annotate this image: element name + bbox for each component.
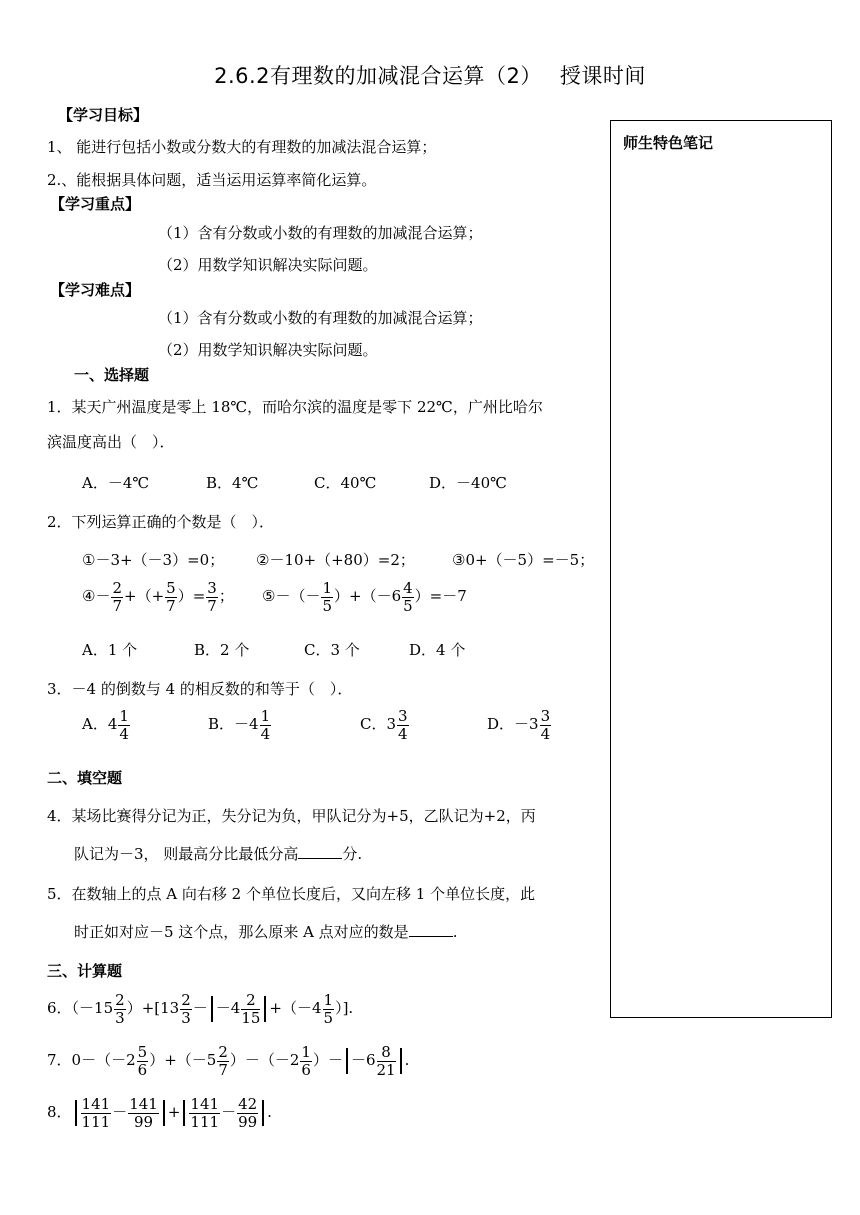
difficulties-heading: 【学习难点】 [50, 281, 141, 299]
q3-stem: 3．－4 的倒数与 4 的相反数的和等于（ ）． [47, 680, 353, 698]
q2-expr2: ②－10+（+80）=2； [256, 551, 415, 569]
section2-heading: 二、填空题 [47, 769, 123, 787]
difficulty-item: （1）含有分数或小数的有理数的加减混合运算； [158, 309, 483, 327]
title-main: 2.6.2有理数的加减混合运算（2） [214, 64, 542, 88]
q3-option-b: B．－4 $\frac{1}{4}$ [208, 707, 271, 743]
q1-line2: 滨温度高出（ ）． [47, 433, 175, 451]
abs-bar [264, 996, 266, 1022]
key-point-item: （1）含有分数或小数的有理数的加减混合运算； [158, 224, 483, 242]
abs-bar [183, 1100, 185, 1126]
q2-expr3: ③0+（－5）=－5； [452, 551, 595, 569]
fraction: $\frac{1}{4}$ [119, 707, 129, 743]
q3-option-d: D．－3 $\frac{3}{4}$ [487, 707, 551, 743]
notes-box [610, 120, 832, 1018]
q1-option-b: B．4℃ [206, 474, 259, 492]
q2-e4-pre: ④－ [82, 587, 111, 605]
fraction: $\frac{1}{4}$ [260, 707, 271, 743]
q4-line1: 4．某场比赛得分记为正，失分记为负，甲队记分为+5，乙队记为+2，丙 [47, 807, 536, 825]
objective-item: 2.、能根据具体问题，适当运用运算率简化运算。 [47, 171, 377, 189]
key-point-item: （2）用数学知识解决实际问题。 [158, 256, 378, 274]
q1-line1: 1．某天广州温度是零上 18℃，而哈尔滨的温度是零下 22℃，广州比哈尔 [47, 398, 543, 416]
abs-bar [211, 996, 213, 1022]
abs-bar [346, 1048, 348, 1074]
fraction: $\frac{1}{6}$ [301, 1043, 311, 1079]
q2-option-d: D．4 个 [409, 641, 466, 659]
objectives-heading: 【学习目标】 [58, 106, 149, 124]
q4-line2: 队记为－3， 则最高分比最低分高 分. [74, 845, 363, 863]
title-time-label: 授课时间 [559, 64, 646, 88]
q7: 7．0－（－2 $\frac{5}{6}$ ）+（－5 $\frac{2}{7}$ ）－（－2 $\frac{1}{6}$ ）－ －6 $\frac{8}{21}$ . [47, 1043, 410, 1079]
fraction: $\frac{1}{5}$ [323, 991, 334, 1027]
fraction: $\frac{5}{7}$ [166, 579, 176, 615]
q5-line2: 时正如对应－5 这个点，那么原来 A 点对应的数是 . [74, 923, 458, 941]
objective-item: 1、 能进行包括小数或分数大的有理数的加减法混合运算； [47, 138, 437, 156]
q2-e4-end: ； [218, 587, 234, 605]
q2-e4-mid: +（+ [124, 587, 165, 605]
fraction: $\frac{2}{15}$ [241, 991, 261, 1027]
q3-option-c: C．3 $\frac{3}{4}$ [360, 707, 408, 743]
fraction: $\frac{2}{7}$ [218, 1043, 228, 1079]
q2-expr1: ①－3+（－3）=0； [82, 551, 225, 569]
page-title [0, 60, 860, 90]
abs-bar [163, 1100, 165, 1126]
fraction: $\frac{42}{99}$ [238, 1095, 258, 1131]
q2-stem: 2．下列运算正确的个数是（ ）． [47, 513, 275, 531]
fraction: $\frac{5}{6}$ [137, 1043, 148, 1079]
q1-option-c: C．40℃ [314, 474, 377, 492]
q2-option-c: C．3 个 [304, 641, 360, 659]
q2-e5-end: ）=－7 [414, 587, 467, 605]
difficulty-item: （2）用数学知识解决实际问题。 [158, 341, 378, 359]
q6: 6．（－15 $\frac{2}{3}$ ）+[13 $\frac{2}{3}$ － －4 $\frac{2}{15}$ +（－4 $\frac{1}{5}$ ）]. [47, 991, 354, 1027]
section3-heading: 三、计算题 [47, 962, 123, 980]
fraction: $\frac{1}{5}$ [322, 579, 332, 615]
abs-bar [75, 1100, 77, 1126]
key-points-heading: 【学习重点】 [50, 195, 141, 213]
q2-e5-mid: ）+（－6 [334, 587, 402, 605]
fraction: $\frac{8}{21}$ [376, 1043, 396, 1079]
fraction: $\frac{2}{3}$ [115, 991, 125, 1027]
fraction: $\frac{4}{5}$ [403, 579, 413, 615]
fraction: $\frac{3}{7}$ [207, 579, 217, 615]
fraction: $\frac{2}{7}$ [112, 579, 122, 615]
abs-bar [400, 1048, 402, 1074]
fraction: $\frac{3}{4}$ [540, 707, 551, 743]
fraction: $\frac{141}{111}$ [190, 1095, 220, 1131]
q2-option-a: A．1 个 [82, 641, 138, 659]
q2-expr5 [262, 580, 467, 614]
section1-heading: 一、选择题 [74, 366, 150, 384]
answer-blank [298, 844, 342, 859]
fraction: $\frac{141}{111}$ [81, 1095, 111, 1131]
abs-bar [262, 1100, 264, 1126]
q8: 8． $\frac{141}{111}$ － $\frac{141}{99}$ + $\frac{141}{111}$ － $\frac{42}{99}$ . [47, 1095, 272, 1131]
q2-option-b: B．2 个 [194, 641, 250, 659]
fraction: $\frac{2}{3}$ [181, 991, 191, 1027]
fraction: $\frac{3}{4}$ [398, 707, 408, 743]
answer-blank [409, 922, 453, 937]
q1-option-d: D．－40℃ [429, 474, 507, 492]
q2-e4-mid: ）= [177, 587, 206, 605]
fraction: $\frac{141}{99}$ [129, 1095, 158, 1131]
notes-box-title: 师生特色笔记 [623, 134, 714, 152]
q2-e5-pre: ⑤－（－ [262, 587, 321, 605]
q2-expr4 [82, 580, 234, 614]
q5-line1: 5．在数轴上的点 A 向右移 2 个单位长度后，又向左移 1 个单位长度，此 [47, 885, 536, 903]
q3-option-a: A．4 $\frac{1}{4}$ [82, 707, 129, 743]
q1-option-a: A．－4℃ [82, 474, 150, 492]
